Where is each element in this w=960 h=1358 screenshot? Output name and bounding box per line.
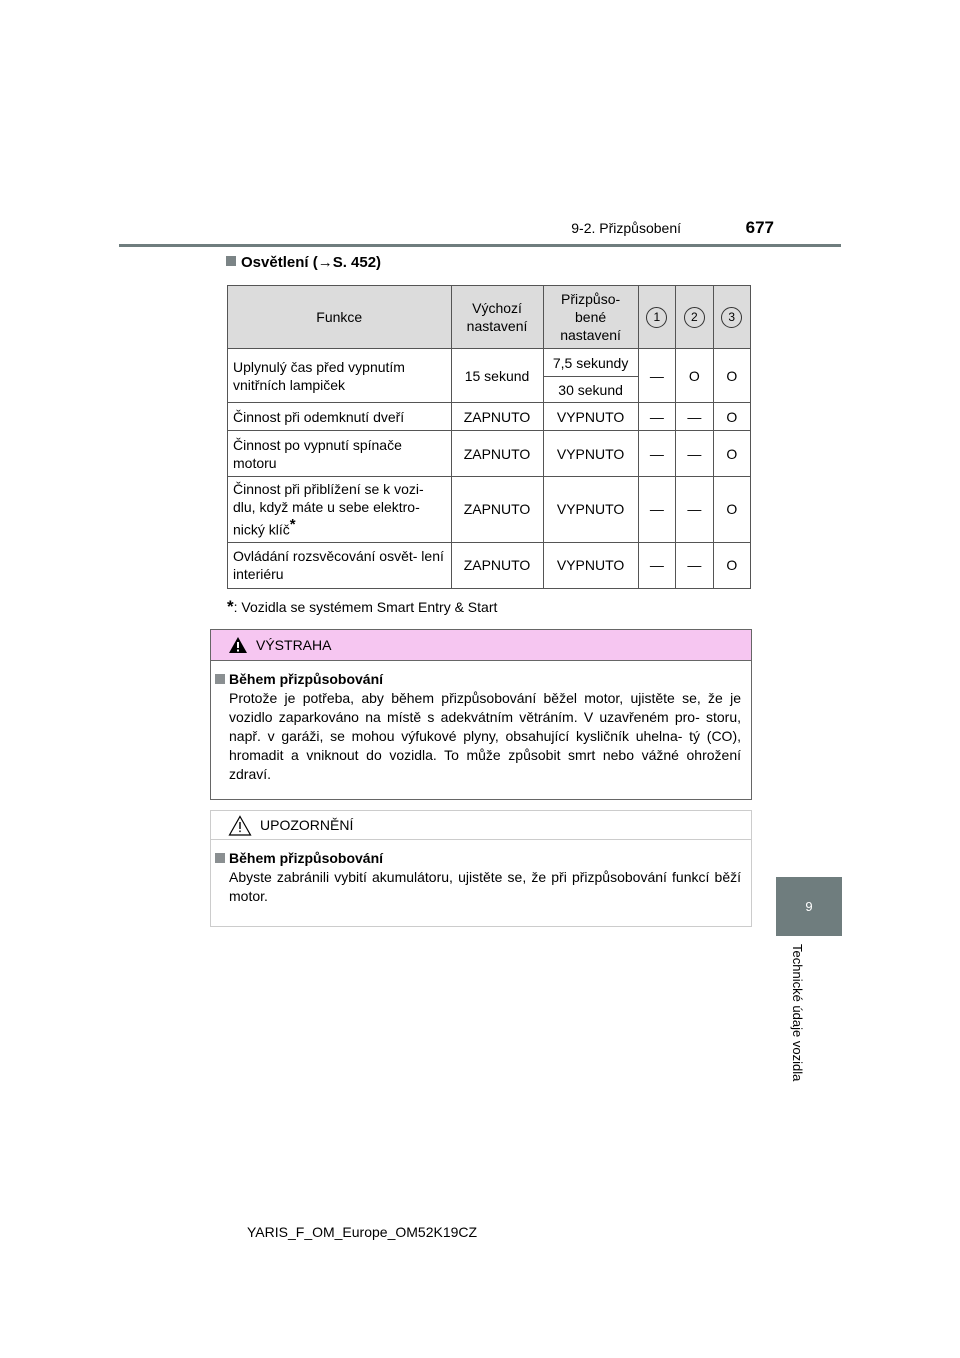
cell-c3: O — [713, 403, 750, 431]
cell-funkce: Činnost po vypnutí spínače motoru — [228, 431, 452, 477]
chapter-tab — [776, 877, 842, 936]
footnote — [227, 597, 497, 617]
page-number: 677 — [745, 218, 774, 237]
chapter-label: Technické údaje vozidla — [790, 944, 805, 1082]
chapter-number: 9 — [805, 899, 813, 914]
cell-c2: — — [676, 403, 713, 431]
warning-subtitle-text: Během přizpůsobování — [229, 671, 384, 687]
warning-text: Protože je potřeba, aby během přizpůsobování běžel motor, ujistěte se, že je vozidlo zaparkováno na místě s adekvátním větráním. V uzavřeném pro- storu, např. v garáži, se mohou výfukové plyny, obsahující kysličník uhelna- tý (CO), hromadit a vniknout do vozidla. To může způsobit smrt nebo vážné ohrožení zdraví. — [229, 690, 741, 782]
cell-custom: 30 sekund — [543, 377, 638, 403]
header-divider — [119, 244, 841, 247]
table-row — [228, 542, 751, 588]
footnote-text: : Vozidla se systémem Smart Entry & Start — [233, 599, 498, 615]
col-header-2 — [676, 286, 713, 349]
col-header-3 — [713, 286, 750, 349]
document-footer: YARIS_F_OM_Europe_OM52K19CZ — [247, 1224, 478, 1240]
footnote-mark: * — [227, 597, 234, 616]
cell-funkce: Uplynulý čas před vypnutím vnitřních lampiček — [228, 349, 452, 403]
table-row — [228, 403, 751, 431]
table-header-row — [228, 286, 751, 349]
warning-subtitle — [215, 671, 751, 687]
bullet-square-icon — [215, 674, 225, 684]
cell-c1: — — [638, 403, 675, 431]
col-header-1 — [638, 286, 675, 349]
cell-c2: O — [676, 349, 713, 403]
cell-funkce: Ovládání rozsvěcování osvět- lení interiéru — [228, 542, 452, 588]
cell-default: 15 sekund — [451, 349, 543, 403]
cell-c1: — — [638, 431, 675, 477]
bullet-square-icon — [226, 256, 236, 266]
warning-title: VÝSTRAHA — [256, 637, 332, 653]
cell-c3: O — [713, 431, 750, 477]
warning-header — [211, 630, 751, 661]
caution-header — [211, 811, 751, 840]
section-heading: 9-2. Přizpůsobení — [571, 220, 681, 236]
cell-custom: VYPNUTO — [543, 431, 638, 477]
cell-custom: 7,5 sekundy — [543, 349, 638, 377]
circled-number-2: 2 — [684, 307, 705, 328]
footnote-marker: * — [289, 516, 296, 533]
cell-default: ZAPNUTO — [451, 403, 543, 431]
caution-text: Abyste zabránili vybití akumulátoru, ujistěte se, že při přizpůsobování funkcí běží motor. — [229, 869, 741, 904]
cell-c3: O — [713, 349, 750, 403]
cell-c2: — — [676, 477, 713, 543]
cell-c1: — — [638, 542, 675, 588]
cell-funkce — [228, 477, 452, 543]
caution-subtitle — [215, 850, 751, 866]
cell-funkce: Činnost při odemknutí dveří — [228, 403, 452, 431]
cell-c2: — — [676, 431, 713, 477]
cell-c2: — — [676, 542, 713, 588]
caution-triangle-icon — [228, 815, 252, 836]
bullet-square-icon — [215, 853, 225, 863]
table-row — [228, 431, 751, 477]
circled-number-1: 1 — [646, 307, 667, 328]
table-row — [228, 349, 751, 377]
warning-box — [210, 629, 752, 800]
col-header-custom: Přizpůso- bené nastavení — [543, 286, 638, 349]
col-header-funkce: Funkce — [228, 286, 452, 349]
cell-custom: VYPNUTO — [543, 542, 638, 588]
cell-custom: VYPNUTO — [543, 403, 638, 431]
col-header-default: Výchozí nastavení — [451, 286, 543, 349]
caution-title: UPOZORNĚNÍ — [260, 817, 354, 833]
warning-triangle-icon — [228, 636, 248, 654]
cell-default: ZAPNUTO — [451, 477, 543, 543]
section-title-text: Osvětlení (→S. 452) — [241, 254, 382, 271]
circled-number-3: 3 — [721, 307, 742, 328]
cell-default: ZAPNUTO — [451, 542, 543, 588]
section-title — [226, 254, 381, 271]
cell-c3: O — [713, 477, 750, 543]
settings-table — [227, 285, 751, 589]
caution-subtitle-text: Během přizpůsobování — [229, 850, 384, 866]
cell-c3: O — [713, 542, 750, 588]
cell-custom: VYPNUTO — [543, 477, 638, 543]
cell-funkce-text: Činnost při přiblížení se k vozi- dlu, když máte u sebe elektro- nický klíč — [233, 481, 424, 538]
cell-c1: — — [638, 349, 675, 403]
caution-box — [210, 810, 752, 927]
table-row — [228, 477, 751, 543]
cell-default: ZAPNUTO — [451, 431, 543, 477]
cell-c1: — — [638, 477, 675, 543]
